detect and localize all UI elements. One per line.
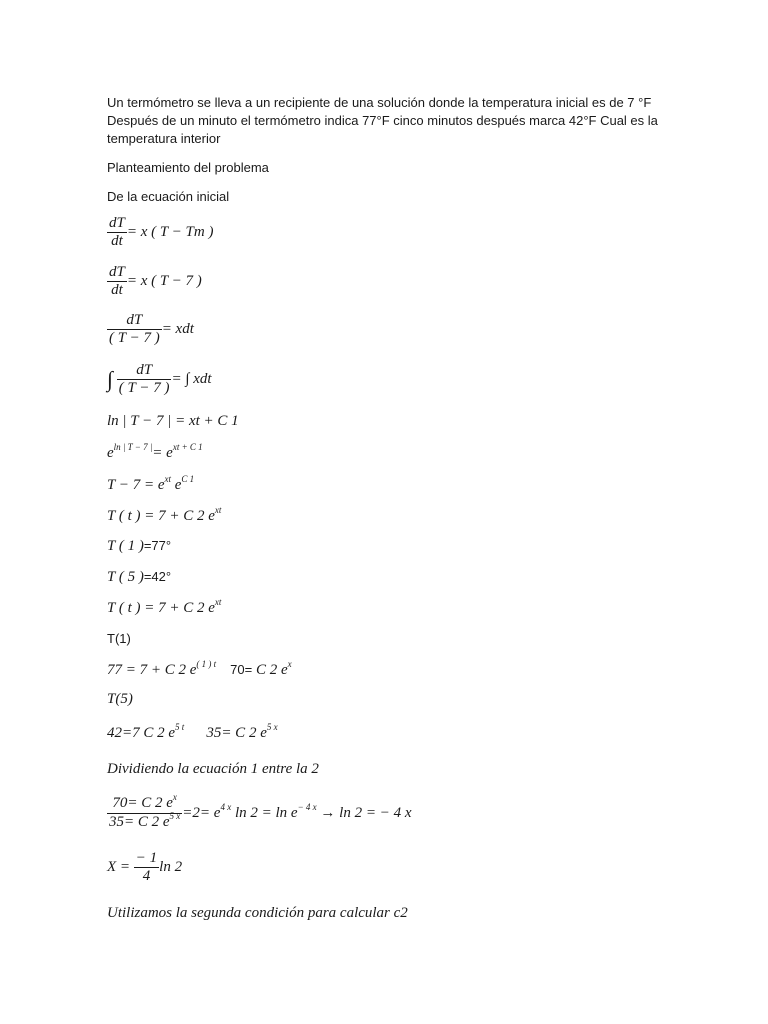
equation-base: e: [107, 445, 114, 461]
equation-mid: 70=: [230, 662, 253, 677]
fraction-denominator: dt: [111, 233, 123, 249]
fraction-denominator: dt: [111, 282, 123, 298]
equation-text: T ( 1 ): [107, 538, 144, 554]
equation-rhs: = x ( T − Tm ): [126, 223, 214, 240]
exponent: x: [172, 792, 177, 802]
exponent: xt: [164, 474, 171, 484]
equation-rhs: ln 2: [159, 858, 183, 875]
exponent: ( 1 ) t: [196, 659, 217, 669]
label-t1: T(1): [107, 631, 131, 646]
equation-mid: = e: [152, 445, 173, 461]
problem-statement-line-1: Un termómetro se lleva a un recipiente de una solución donde la temperatura inicial es de 7 °F: [107, 95, 652, 110]
equation-12: [107, 659, 292, 679]
section-heading-planteamiento: Planteamiento del problema: [107, 160, 269, 175]
fraction: [107, 215, 127, 250]
equation-mid: e: [170, 477, 182, 493]
fraction-numerator: dT: [107, 312, 162, 330]
equation-15: [107, 850, 182, 885]
equation-8: [107, 505, 222, 525]
exponent: 4 x: [220, 801, 232, 812]
dividiendo-text: Dividiendo la ecuación 1 entre la 2: [107, 761, 319, 777]
equation-left: 77 = 7 + C 2 e: [107, 662, 197, 678]
exponent: 5 x: [169, 811, 181, 821]
exponent: xt + C 1: [172, 442, 203, 452]
fraction-denominator: 4: [142, 868, 151, 884]
equation-text: T ( 5 ): [107, 569, 144, 585]
equation-9: [107, 538, 171, 555]
equation-14: [107, 792, 412, 832]
equation-rhs: = x ( T − 7 ): [126, 272, 202, 289]
equation-2: [107, 264, 202, 299]
equation-4: [107, 362, 212, 397]
equation-right: C 2 e: [252, 662, 288, 678]
integral-sign: ∫: [107, 366, 114, 392]
problem-statement-line-2: Después de un minuto el termómetro indica 77°F cinco minutos después marca 42°F Cual es la: [107, 113, 658, 128]
utilizamos-text: Utilizamos la segunda condición para calcular c2: [107, 905, 408, 921]
fraction: [107, 792, 182, 832]
fraction-numerator: dT: [117, 362, 172, 380]
equation-rhs-c: → ln 2 = − 4 x: [316, 804, 412, 821]
exponent: x: [287, 659, 292, 669]
equation-7: [107, 474, 195, 494]
exponent: xt: [214, 505, 222, 515]
fraction-denominator: ( T − 7 ): [118, 380, 170, 396]
section-heading-ecuacion-inicial: De la ecuación inicial: [107, 189, 230, 204]
fraction: [117, 362, 172, 397]
equation-lhs: X =: [107, 858, 131, 875]
exponent: xt: [214, 597, 222, 607]
equation-3: [107, 312, 194, 347]
exponent: − 4 x: [297, 801, 317, 812]
fraction-numerator: − 1: [135, 850, 158, 866]
exponent: C 1: [181, 474, 195, 484]
exponent: ln | T − 7 |: [113, 442, 153, 452]
equation-rhs-b: ln 2 = ln e: [231, 804, 298, 821]
exponent: 5 x: [266, 722, 278, 732]
equation-rhs-a: =2= e: [182, 804, 221, 821]
numerator-text: 70= C 2 e: [112, 795, 173, 811]
problem-statement-line-3: temperatura interior: [107, 131, 221, 146]
equation-left: 42=7 C 2 e: [107, 725, 176, 741]
equation-text: T ( t ) = 7 + C 2 e: [107, 600, 215, 616]
equation-13: [107, 722, 278, 742]
fraction: [107, 312, 162, 347]
equation-text: T ( t ) = 7 + C 2 e: [107, 508, 215, 524]
equation-right: 35= C 2 e: [206, 725, 267, 741]
fraction-numerator: dT: [109, 215, 125, 231]
denominator-text: 35= C 2 e: [109, 814, 170, 830]
fraction-numerator: dT: [109, 264, 125, 280]
fraction-denominator: ( T − 7 ): [109, 330, 160, 346]
equation-rhs: = ∫ xdt: [171, 370, 212, 387]
equation-1: [107, 215, 213, 250]
equation-10: [107, 569, 171, 586]
equation-value: =42°: [143, 569, 172, 584]
equation-value: =77°: [143, 538, 172, 553]
fraction: [134, 850, 159, 885]
label-t5: T(5): [107, 691, 133, 707]
equation-rhs: = xdt: [161, 320, 194, 337]
equation-11: [107, 597, 222, 617]
equation-5: ln | T − 7 | = xt + C 1: [107, 413, 239, 429]
equation-6: [107, 442, 203, 462]
exponent: 5 t: [175, 722, 185, 732]
fraction: [107, 264, 127, 299]
fraction-denominator: [107, 811, 182, 832]
equation-text: T − 7 = e: [107, 477, 165, 493]
